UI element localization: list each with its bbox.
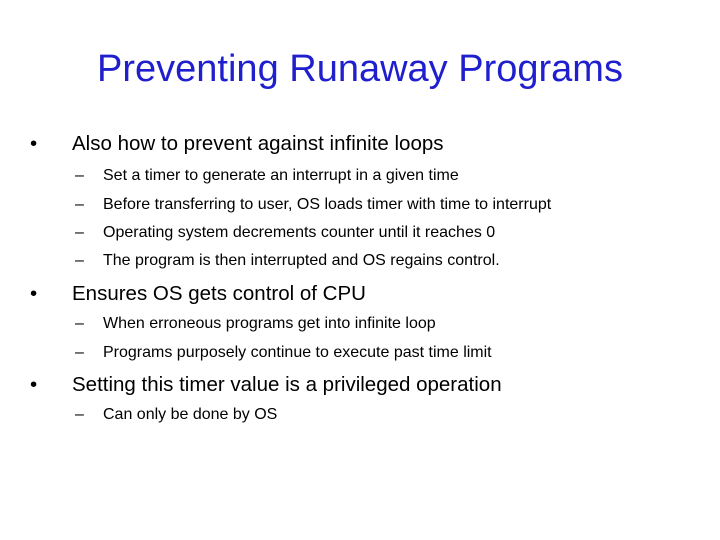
dash-icon: –: [75, 406, 84, 423]
sub-bullet-text: Programs purposely continue to execute past time limit: [103, 344, 492, 361]
bullet-dot-icon: •: [30, 373, 38, 396]
sub-bullet-text: When erroneous programs get into infinite loop: [103, 315, 436, 332]
sub-bullet-text: Operating system decrements counter until it reaches 0: [103, 224, 496, 241]
dash-icon: –: [75, 315, 84, 332]
bullet-text: Setting this timer value is a privileged operation: [72, 373, 502, 396]
bullet-dot-icon: •: [30, 132, 38, 155]
dash-icon: –: [75, 344, 84, 361]
dash-icon: –: [75, 224, 84, 241]
bullet-text: Also how to prevent against infinite loops: [72, 132, 444, 155]
sub-bullet-text: The program is then interrupted and OS regains control.: [103, 252, 500, 269]
bullet-text: Ensures OS gets control of CPU: [72, 282, 366, 305]
slide-title: Preventing Runaway Programs: [97, 48, 623, 90]
sub-bullet-text: Set a timer to generate an interrupt in a given time: [103, 167, 459, 184]
bullet-dot-icon: •: [30, 282, 38, 305]
dash-icon: –: [75, 252, 84, 269]
dash-icon: –: [75, 196, 84, 213]
dash-icon: –: [75, 167, 84, 184]
sub-bullet-text: Can only be done by OS: [103, 406, 278, 423]
sub-bullet-text: Before transferring to user, OS loads timer with time to interrupt: [103, 196, 552, 213]
